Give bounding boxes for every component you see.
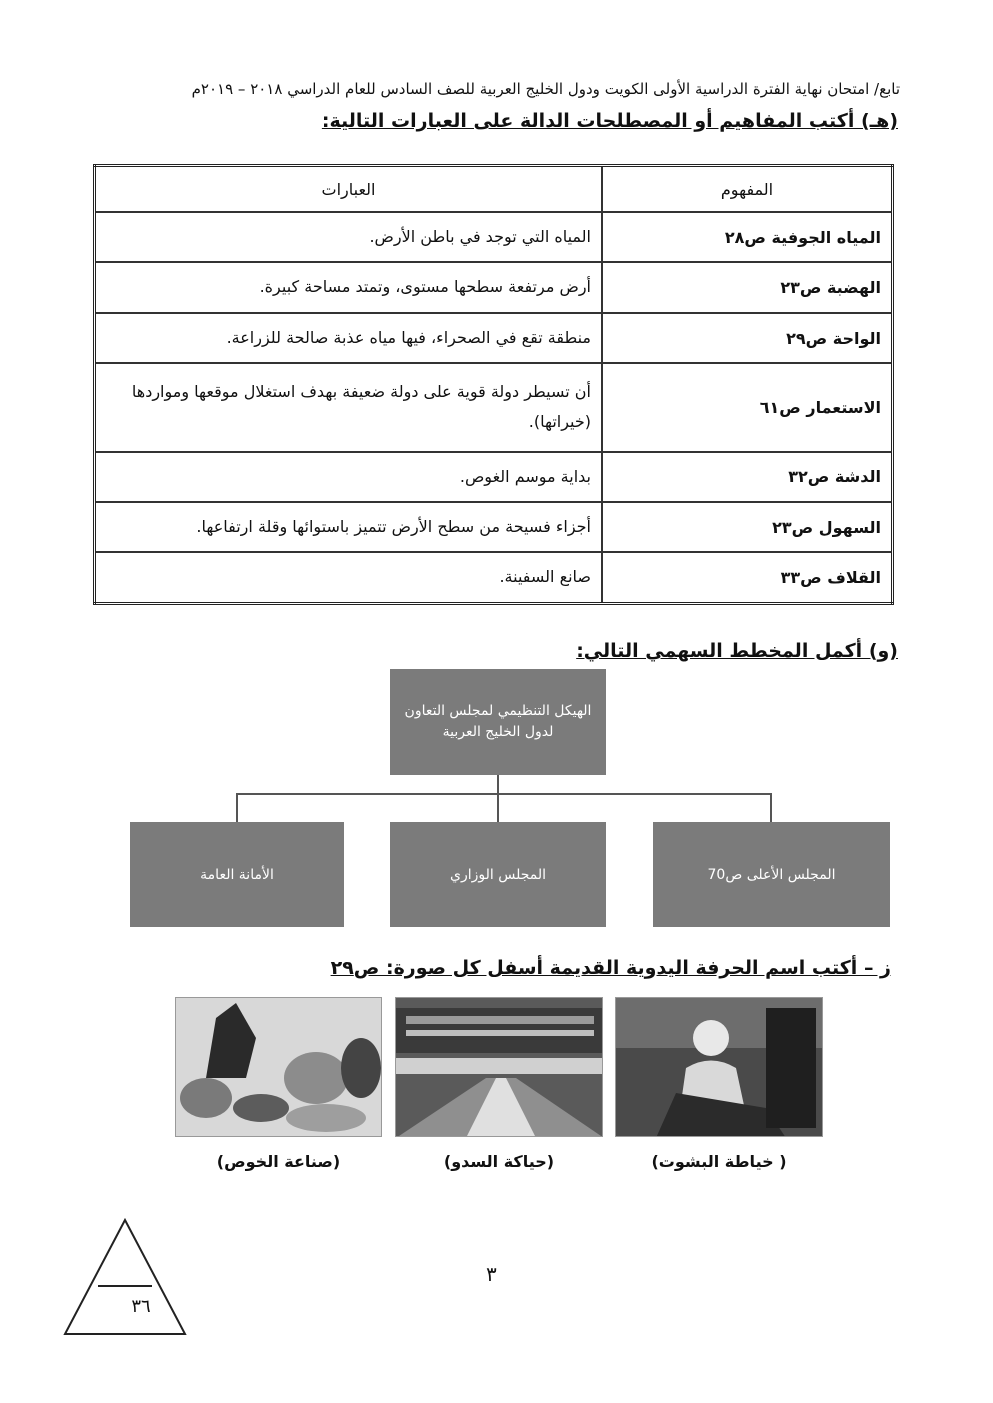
term-cell: القلاف ص٣٣ [602,552,893,603]
org-chart-supreme-council: المجلس الأعلى ص70 [653,822,890,927]
term-cell: الهضبة ص٢٣ [602,262,893,312]
term-cell: السهول ص٢٣ [602,502,893,552]
score-total: ٣٦ [131,1296,151,1317]
exam-header: تابع/ امتحان نهاية الفترة الدراسية الأولى الكويت ودول الخليج العربية للصف السادس للعام الدراسي ٢٠١٨ – ٢٠١٩م [191,80,900,98]
definition-cell: أرض مرتفعة سطحها مستوى، وتمتد مساحة كبيرة. [95,262,603,312]
section-h-title: (هـ) أكتب المفاهيم أو المصطلحات الدالة على العبارات التالية: [321,110,898,132]
definition-cell: أن تسيطر دولة قوية على دولة ضعيفة بهدف استغلال موقعها ومواردها (خيراتها). [95,363,603,451]
definition-cell: صانع السفينة. [95,552,603,603]
page-number: ٣ [486,1262,497,1286]
connector-line [497,775,499,794]
term-cell: الدشة ص٣٢ [602,452,893,502]
connector-line [497,793,499,822]
connector-line [236,793,771,795]
column-header-concept: المفهوم [602,166,893,213]
tailor-photo-icon [616,998,823,1137]
section-z-title: ز – أكتب اسم الحرفة اليدوية القديمة أسفل كل صورة: ص٢٩ [330,957,891,979]
section-w-title: (و) أكمل المخطط السهمي التالي: [576,640,898,662]
score-triangle-icon [63,1218,187,1338]
term-cell: الواحة ص٢٩ [602,313,893,363]
table-row [95,452,893,502]
connector-line [770,793,772,822]
org-chart-ministerial-council: المجلس الوزاري [390,822,606,927]
caption-bisht-tailoring: ( خياطة البشوت) [651,1152,787,1171]
definition-cell: المياه التي توجد في باطن الأرض. [95,212,603,262]
caption-sadu-weaving: (حياكة السدو) [443,1152,555,1171]
column-header-phrases: العبارات [95,166,603,213]
photo-palm-weaving [175,997,382,1137]
photo-bisht-tailoring [615,997,823,1137]
definition-cell: أجزاء فسيحة من سطح الأرض تتميز باستوائها وقلة ارتفاعها. [95,502,603,552]
concepts-table [93,164,894,605]
term-cell: المياه الجوفية ص٢٨ [602,212,893,262]
table-row [95,212,893,262]
caption-palm-weaving: (صناعة الخوص) [216,1152,341,1171]
loom-photo-icon [396,998,603,1137]
term-cell: الاستعمار ص٦١ [602,363,893,451]
table-row [95,313,893,363]
table-row [95,552,893,603]
table-row [95,262,893,312]
org-chart-general-secretariat: الأمانة العامة [130,822,344,927]
definition-cell: منطقة تقع في الصحراء، فيها مياه عذبة صالحة للزراعة. [95,313,603,363]
baskets-photo-icon [176,998,382,1137]
definition-cell: بداية موسم الغوص. [95,452,603,502]
table-header-row [95,166,893,213]
table-row [95,363,893,451]
org-chart-root-box: الهيكل التنظيمي لمجلس التعاون لدول الخليج العربية [390,669,606,775]
connector-line [236,793,238,822]
photo-sadu-weaving [395,997,603,1137]
table-row [95,502,893,552]
